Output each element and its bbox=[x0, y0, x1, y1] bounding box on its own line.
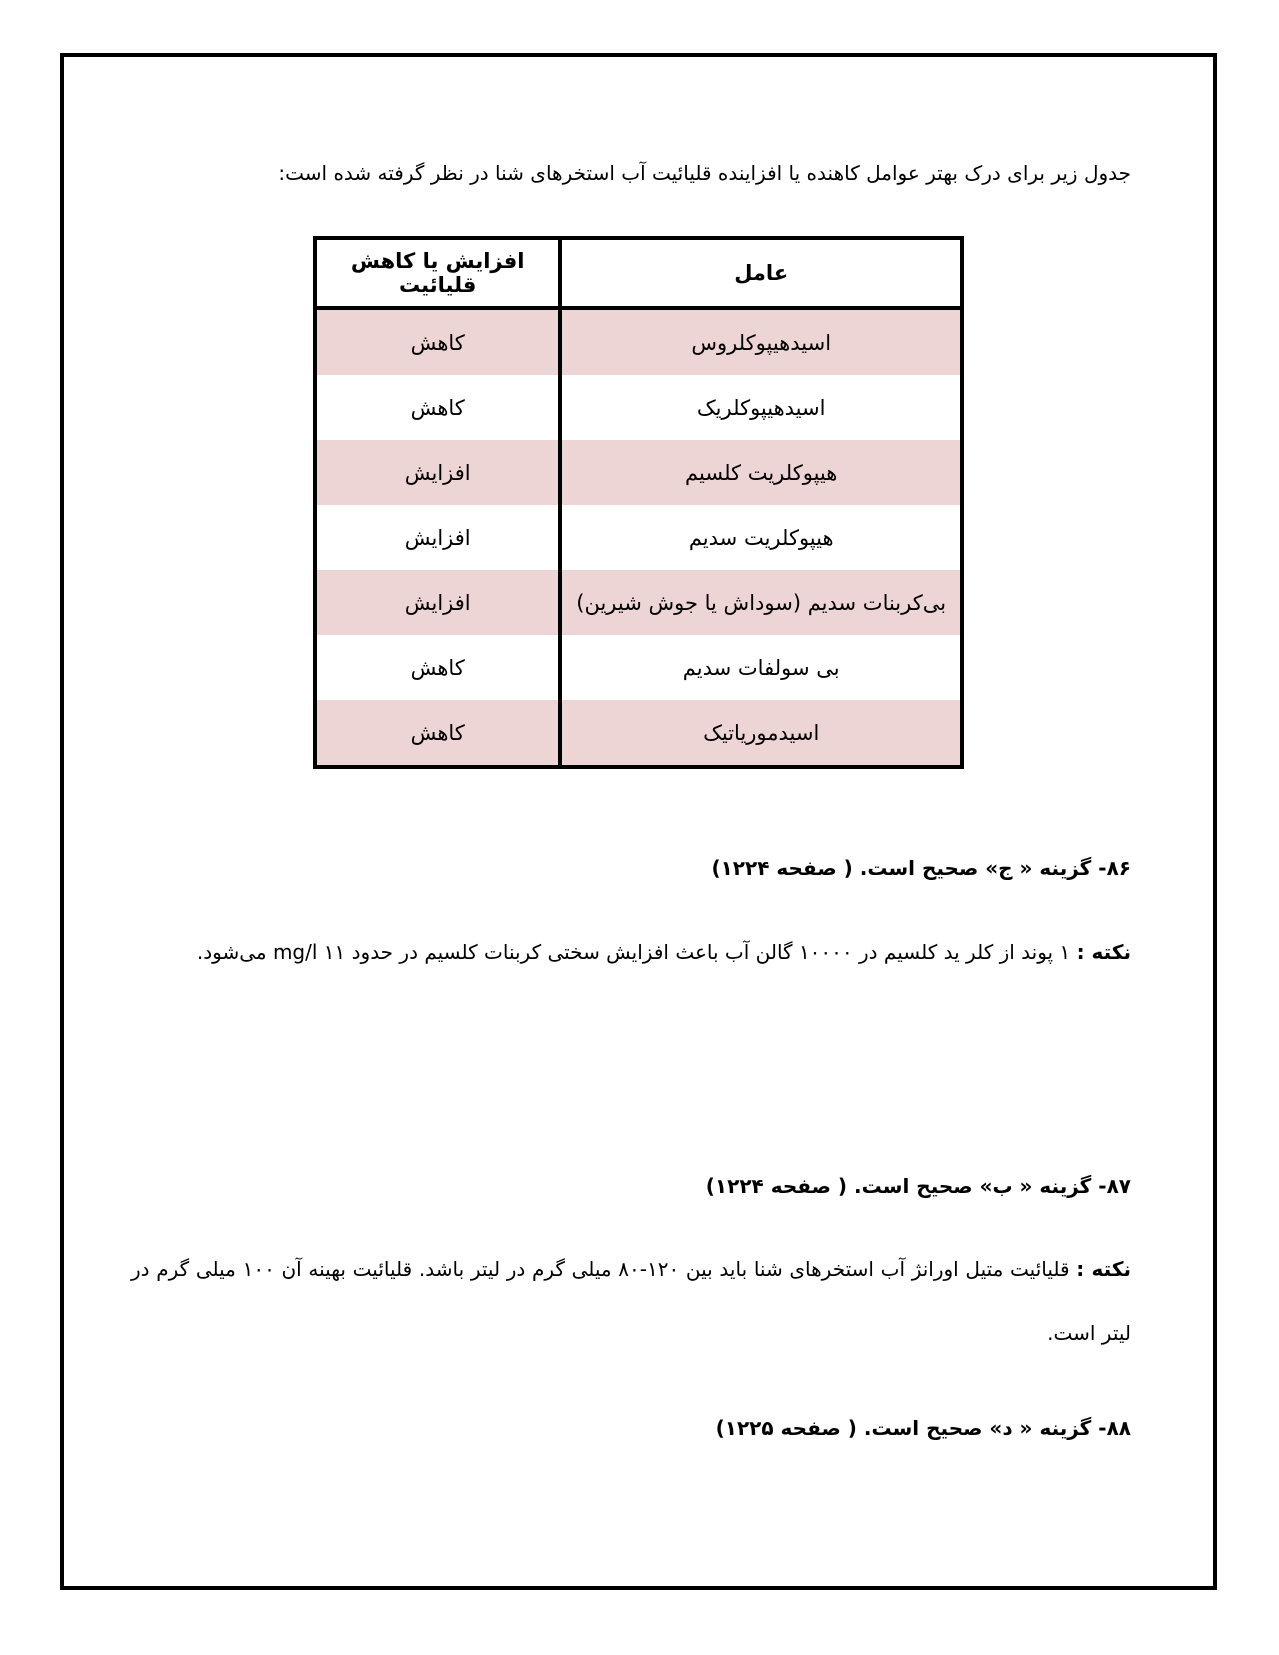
effect-cell: کاهش bbox=[315, 308, 560, 375]
note-text: ۱ پوند از کلر ید کلسیم در ۱۰۰۰۰ گالن آب باعث افزایش سختی کربنات کلسیم در حدود mg/l ۱۱ می‌شود. bbox=[196, 940, 1071, 964]
factor-cell: هیپوکلریت کلسیم bbox=[560, 440, 962, 505]
table-row bbox=[315, 700, 962, 767]
header-factor: عامل bbox=[560, 238, 962, 308]
effect-cell: کاهش bbox=[315, 700, 560, 767]
effect-cell: افزایش bbox=[315, 505, 560, 570]
effect-cell: افزایش bbox=[315, 440, 560, 505]
table-row bbox=[315, 505, 962, 570]
note-label: نکته : bbox=[1076, 940, 1131, 964]
table-row bbox=[315, 308, 962, 375]
note-label: نکته : bbox=[1076, 1257, 1131, 1281]
table-header-row bbox=[315, 238, 962, 308]
answer-86-heading: ۸۶- گزینه « ج» صحیح است. ( صفحه ۱۲۲۴) bbox=[711, 856, 1131, 880]
table-row bbox=[315, 375, 962, 440]
alkalinity-factors-table bbox=[313, 236, 964, 769]
factor-cell: بی سولفات سدیم bbox=[560, 635, 962, 700]
table-row bbox=[315, 635, 962, 700]
intro-paragraph: جدول زیر برای درک بهتر عوامل کاهنده یا افزاینده قلیائیت آب استخرهای شنا در نظر گرفته شده است: bbox=[278, 161, 1131, 185]
factor-cell: اسیدموریاتیک bbox=[560, 700, 962, 767]
table-row bbox=[315, 440, 962, 505]
answer-87-note bbox=[131, 1237, 1131, 1365]
header-effect: افزایش یا کاهش قلیائیت bbox=[315, 238, 560, 308]
effect-cell: کاهش bbox=[315, 635, 560, 700]
factor-cell: بی‌کربنات سدیم (سوداش یا جوش شیرین) bbox=[560, 570, 962, 635]
effect-cell: کاهش bbox=[315, 375, 560, 440]
effect-cell: افزایش bbox=[315, 570, 560, 635]
factor-cell: اسیدهیپوکلریک bbox=[560, 375, 962, 440]
note-text: قلیائیت متیل اورانژ آب استخرهای شنا باید بین ۱۲۰-۸۰ میلی گرم در لیتر باشد. قلیائیت بهینه آن ۱۰۰ میلی گرم در لیتر است. bbox=[131, 1257, 1131, 1345]
answer-88-heading: ۸۸- گزینه « د» صحیح است. ( صفحه ۱۲۲۵) bbox=[715, 1416, 1131, 1440]
factor-cell: هیپوکلریت سدیم bbox=[560, 505, 962, 570]
answer-87-heading: ۸۷- گزینه « ب» صحیح است. ( صفحه ۱۲۲۴) bbox=[705, 1174, 1131, 1198]
answer-86-note bbox=[131, 920, 1131, 984]
factor-cell: اسیدهیپوکلروس bbox=[560, 308, 962, 375]
table-row bbox=[315, 570, 962, 635]
